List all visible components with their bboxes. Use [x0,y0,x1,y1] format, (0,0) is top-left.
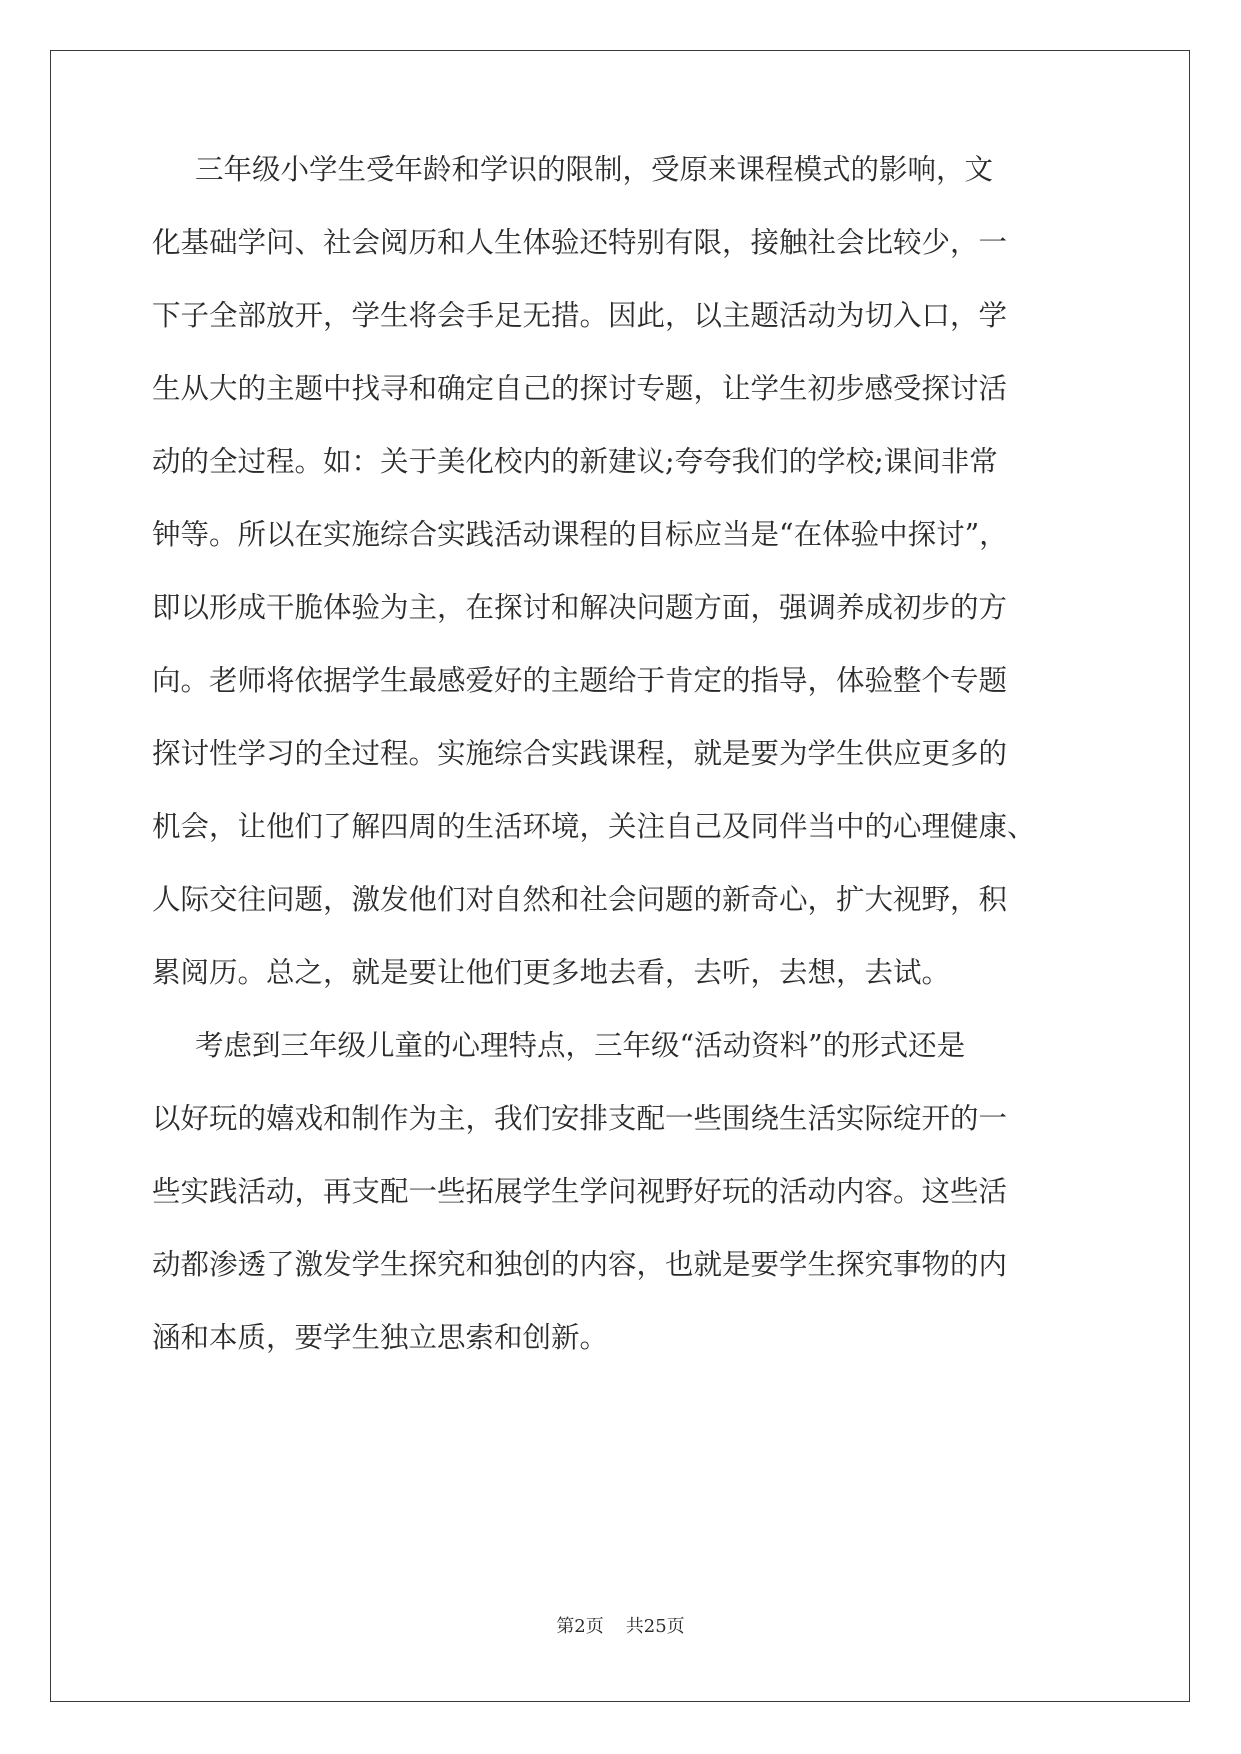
page-total: 共25页 [625,1616,685,1637]
text-line: 以好玩的嬉戏和制作为主，我们安排支配一些围绕生活实际绽开的一 [152,1102,1008,1135]
text-line: 探讨性学习的全过程。实施综合实践课程，就是要为学生供应更多的 [152,737,1008,770]
text-line: 动的全过程。如：关于美化校内的新建议;夸夸我们的学校;课间非常 [152,445,998,478]
text-line: 钟等。所以在实施综合实践活动课程的目标应当是“在体验中探讨”， [152,518,1008,551]
text-line: 三年级小学生受年龄和学识的限制，受原来课程模式的影响，文 [195,153,994,186]
text-line: 下子全部放开，学生将会手足无措。因此，以主题活动为切入口，学 [152,299,1008,332]
text-line: 即以形成干脆体验为主，在探讨和解决问题方面，强调养成初步的方 [152,591,1008,624]
text-line: 向。老师将依据学生最感爱好的主题给于肯定的指导，体验整个专题 [152,664,1008,697]
text-line: 累阅历。总之，就是要让他们更多地去看，去听，去想，去试。 [152,956,951,989]
text-line: 生从大的主题中找寻和确定自己的探讨专题，让学生初步感受探讨活 [152,372,1008,405]
text-line: 些实践活动，再支配一些拓展学生学问视野好玩的活动内容。这些活 [152,1175,1008,1208]
text-line: 化基础学问、社会阅历和人生体验还特别有限，接触社会比较少，一 [152,226,1008,259]
text-line: 动都渗透了激发学生探究和独创的内容，也就是要学生探究事物的内 [152,1248,1008,1281]
text-line: 考虑到三年级儿童的心理特点，三年级“活动资料”的形式还是 [195,1029,966,1062]
page-footer [0,1612,1241,1638]
text-line: 涵和本质，要学生独立思索和创新。 [152,1321,609,1354]
text-line: 人际交往问题，激发他们对自然和社会问题的新奇心，扩大视野，积 [152,883,1008,916]
text-line: 机会，让他们了解四周的生活环境，关注自己及同伴当中的心理健康、 [152,810,1036,843]
page-number: 第2页 [556,1616,604,1637]
